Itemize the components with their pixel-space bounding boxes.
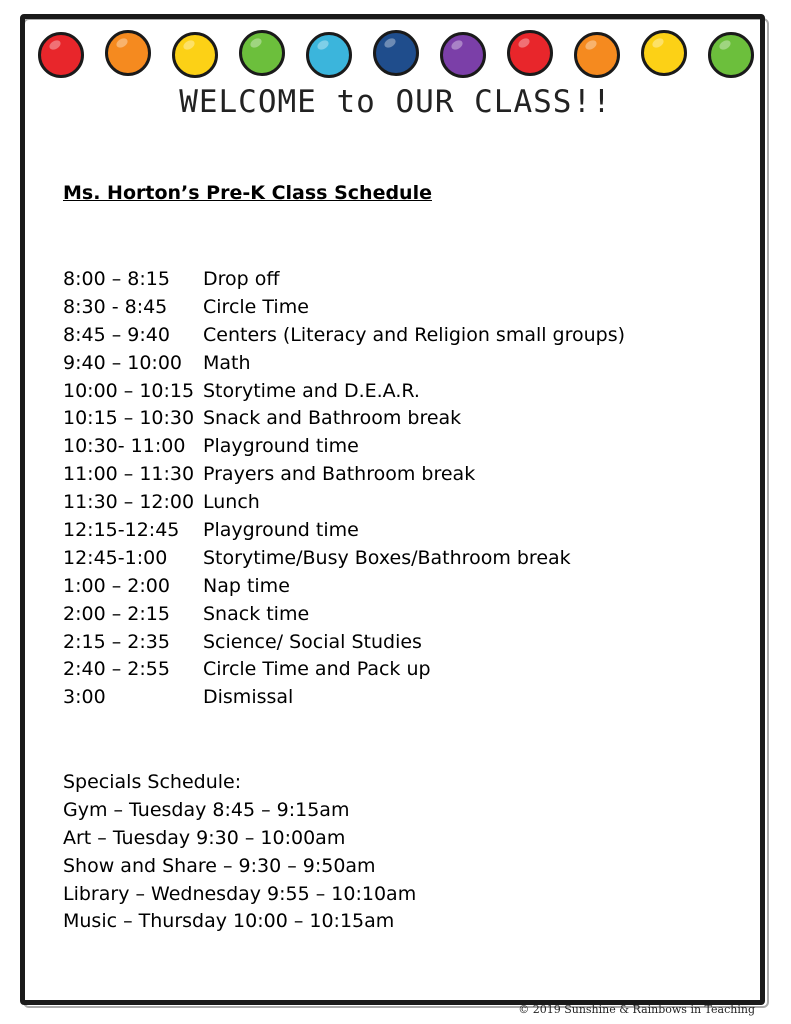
green-dot bbox=[708, 32, 754, 78]
red-dot bbox=[38, 32, 84, 78]
yellow-dot bbox=[641, 30, 687, 76]
schedule-activity: Storytime/Busy Boxes/Bathroom break bbox=[203, 546, 571, 569]
welcome-banner: WELCOME to OUR CLASS!! bbox=[179, 84, 612, 120]
schedule-activity: Dismissal bbox=[203, 686, 294, 709]
schedule-time: 2:00 – 2:15 bbox=[63, 602, 170, 625]
schedule-activity: Circle Time bbox=[203, 295, 309, 318]
schedule-activity: Math bbox=[203, 351, 251, 374]
schedule-time: 2:40 – 2:55 bbox=[63, 658, 170, 681]
schedule-time: 9:40 – 10:00 bbox=[63, 351, 183, 374]
schedule-activity: Playground time bbox=[203, 519, 359, 542]
schedule-time: 3:00 bbox=[63, 686, 106, 709]
copyright-notice: © 2019 Sunshine & Rainbows in Teaching bbox=[518, 1003, 755, 1016]
specials-item: Gym – Tuesday 8:45 – 9:15am bbox=[63, 798, 350, 821]
specials-schedule bbox=[63, 769, 416, 936]
schedule-time: 8:30 - 8:45 bbox=[63, 295, 168, 318]
orange-dot bbox=[105, 30, 151, 76]
schedule-activity: Circle Time and Pack up bbox=[203, 658, 431, 681]
schedule-time: 11:30 – 12:00 bbox=[63, 491, 195, 514]
schedule-activity: Nap time bbox=[203, 574, 290, 597]
decorative-dots-row bbox=[38, 28, 750, 82]
schedule-time: 10:15 – 10:30 bbox=[63, 407, 195, 430]
schedule-time: 8:45 – 9:40 bbox=[63, 323, 170, 346]
schedule-activity: Playground time bbox=[203, 435, 359, 458]
specials-item: Show and Share – 9:30 – 9:50am bbox=[63, 854, 376, 877]
red-dot bbox=[507, 30, 553, 76]
purple-dot bbox=[440, 32, 486, 78]
schedule-time: 8:00 – 8:15 bbox=[63, 268, 170, 290]
specials-item: Music – Thursday 10:00 – 10:15am bbox=[63, 910, 395, 933]
page-title: Ms. Horton’s Pre-K Class Schedule bbox=[63, 182, 432, 204]
specials-item: Library – Wednesday 9:55 – 10:10am bbox=[63, 882, 417, 905]
schedule-activity: Lunch bbox=[203, 491, 260, 514]
schedule-time: 10:30- 11:00 bbox=[63, 435, 186, 458]
schedule-time: 12:15-12:45 bbox=[63, 519, 180, 542]
specials-heading: Specials Schedule: bbox=[63, 771, 242, 793]
schedule-activity: Centers (Literacy and Religion small groups) bbox=[203, 323, 626, 346]
light-blue-dot bbox=[306, 32, 352, 78]
schedule-activity: Snack time bbox=[203, 602, 310, 625]
schedule-time: 11:00 – 11:30 bbox=[63, 463, 195, 486]
schedule-activity: Storytime and D.E.A.R. bbox=[203, 379, 420, 402]
schedule-time: 1:00 – 2:00 bbox=[63, 574, 170, 597]
schedule-time: 2:15 – 2:35 bbox=[63, 630, 170, 653]
schedule-time: 10:00 – 10:15 bbox=[63, 379, 195, 402]
schedule-time: 12:45-1:00 bbox=[63, 546, 168, 569]
navy-dot bbox=[373, 30, 419, 76]
yellow-dot bbox=[172, 32, 218, 78]
schedule-activity: Drop off bbox=[203, 268, 280, 290]
schedule-activity: Snack and Bathroom break bbox=[203, 407, 462, 430]
schedule-activity: Prayers and Bathroom break bbox=[203, 463, 476, 486]
schedule-activity: Science/ Social Studies bbox=[203, 630, 422, 653]
orange-dot bbox=[574, 32, 620, 78]
specials-item: Art – Tuesday 9:30 – 10:00am bbox=[63, 826, 346, 849]
green-dot bbox=[239, 30, 285, 76]
